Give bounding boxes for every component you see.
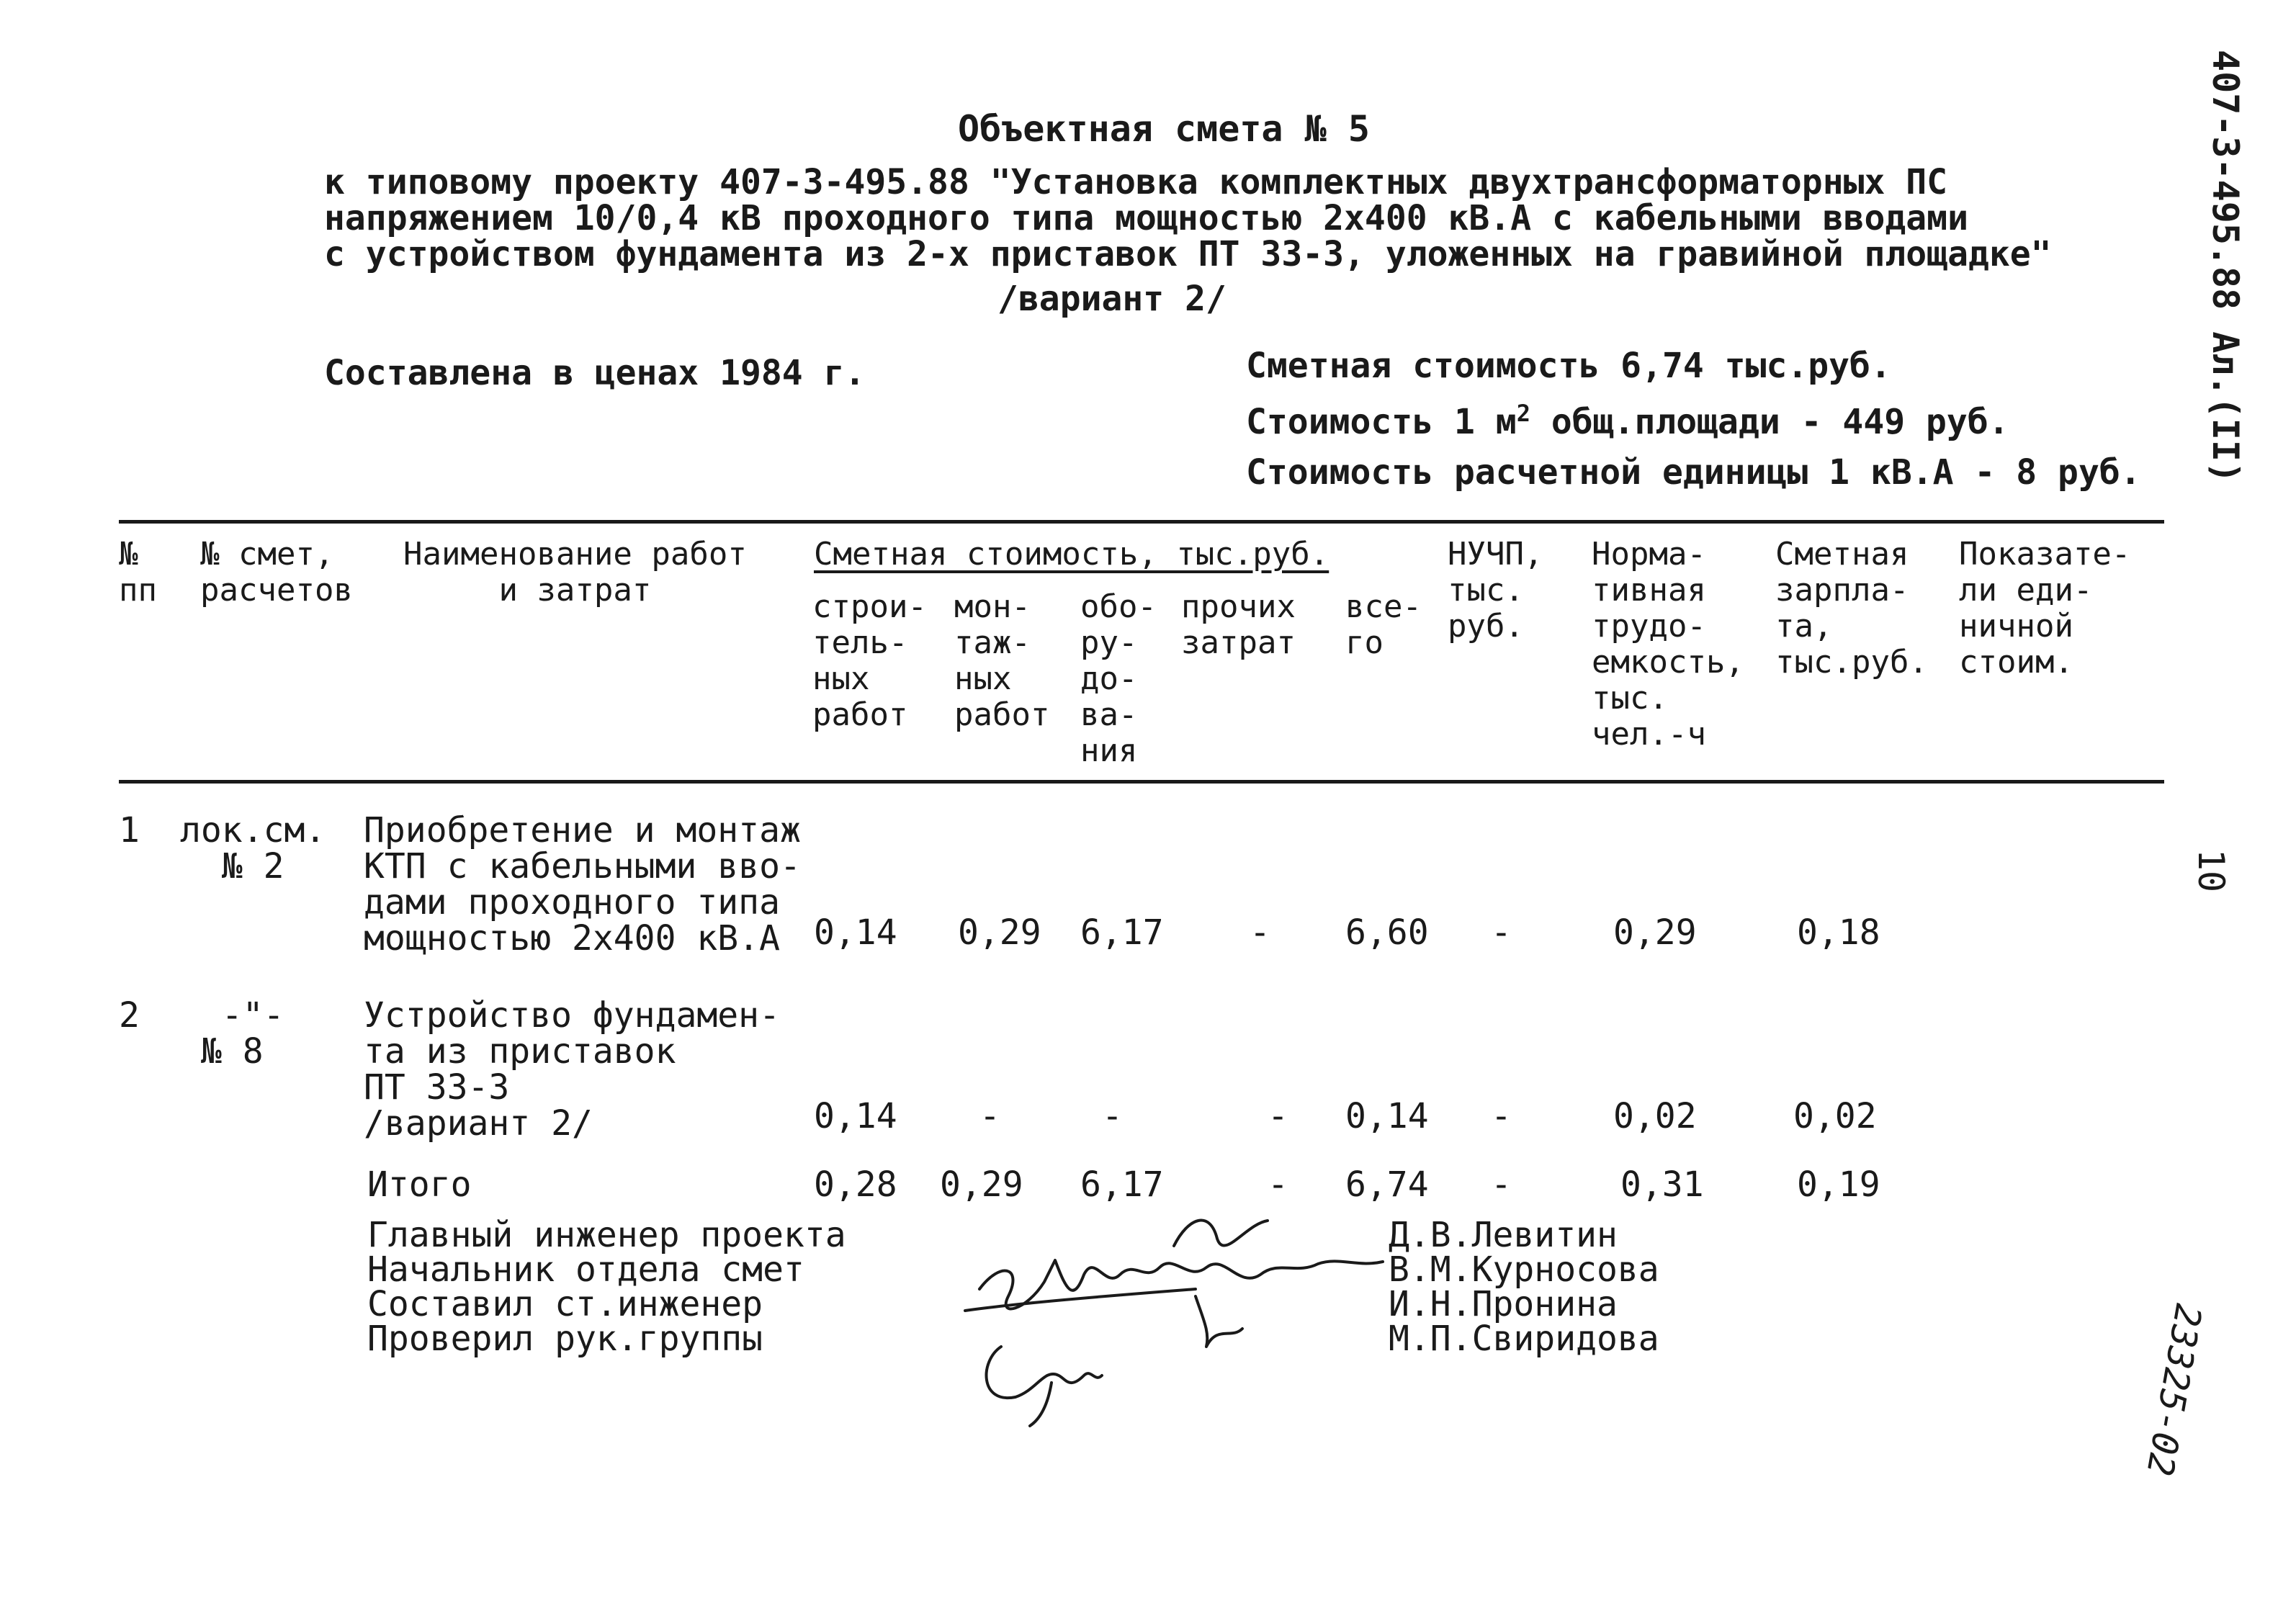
row2-total: 0,14: [1345, 1096, 1429, 1136]
row1-total: 6,60: [1345, 912, 1429, 953]
header-num: № пп: [119, 536, 157, 609]
table-top-rule: [119, 520, 2164, 524]
row1-other: -: [1250, 912, 1270, 953]
header-cost-group: Сметная стоимость, тыс.руб.: [814, 536, 1329, 573]
row1-labor: 0,29: [1613, 912, 1697, 953]
signature-name-2: В.М.Курносова: [1389, 1249, 1659, 1290]
row1-name: Приобретение и монтаж КТП с кабельными вво- дами проходного типа мощностью 2х400 кВ.А: [364, 810, 801, 959]
cost-per-m2-prefix: Стоимость 1 м: [1246, 402, 1517, 442]
row2-num: 2: [119, 995, 140, 1036]
header-salary: Сметная зарпла- та, тыс.руб.: [1775, 536, 1928, 681]
row1-construction: 0,14: [814, 912, 897, 953]
header-equipment: обо- ру- до- ва- ния: [1080, 588, 1157, 769]
header-installation: мон- таж- ных работ: [954, 588, 1050, 733]
document-number: 23325-02: [2138, 1301, 2210, 1479]
cost-per-m2-suffix: общ.площади - 449 руб.: [1530, 402, 2009, 442]
handwritten-signatures: [958, 1195, 1404, 1433]
total-labor: 0,31: [1620, 1164, 1704, 1205]
variant-label: /вариант 2/: [997, 279, 1227, 319]
page-title: Объектная смета № 5: [958, 108, 1370, 150]
row1-salary: 0,18: [1797, 912, 1880, 953]
header-name: Наименование работ и затрат: [403, 536, 747, 609]
total-equipment: 6,17: [1080, 1164, 1164, 1205]
row1-num: 1: [119, 810, 140, 850]
row2-equipment: -: [1102, 1096, 1123, 1136]
row2-salary: 0,02: [1793, 1096, 1877, 1136]
table-header-rule: [119, 780, 2164, 784]
header-construction: строи- тель- ных работ: [812, 588, 927, 733]
row2-nuchp: -: [1491, 1096, 1512, 1136]
row1-nuchp: -: [1491, 912, 1512, 953]
signature-role-3: Составил ст.инженер: [367, 1284, 763, 1324]
total-nuchp: -: [1491, 1164, 1512, 1205]
total-total: 6,74: [1345, 1164, 1429, 1205]
page-number: 10: [2190, 848, 2233, 893]
cost-per-unit: Стоимость расчетной единицы 1 кВ.А - 8 руб.: [1246, 452, 2141, 493]
subtitle-line-1: к типовому проекту 407-3-495.88 "Установка комплектных двухтрансформаторных ПС: [324, 162, 1948, 202]
signature-name-3: И.Н.Пронина: [1389, 1284, 1618, 1324]
total-other: -: [1268, 1164, 1288, 1205]
estimated-cost: Сметная стоимость 6,74 тыс.руб.: [1246, 346, 1891, 386]
side-project-code: 407-3-495.88 Ал.(II): [2205, 50, 2246, 484]
header-labor: Норма- тивная трудо- емкость, тыс. чел.-ч: [1592, 536, 1744, 753]
signature-role-1: Главный инженер проекта: [367, 1215, 846, 1255]
row2-calc: -"- № 8: [200, 995, 284, 1072]
signature-role-4: Проверил рук.группы: [367, 1319, 763, 1359]
total-construction: 0,28: [814, 1164, 897, 1205]
row1-calc: лок.см. № 2: [180, 810, 326, 886]
signature-name-4: М.П.Свиридова: [1389, 1319, 1659, 1359]
row2-construction: 0,14: [814, 1096, 897, 1136]
row2-installation: -: [979, 1096, 1000, 1136]
subtitle-line-3: с устройством фундамента из 2-х приставок ПТ 33-3, уложенных на гравийной площадке": [324, 234, 2052, 274]
subtitle-line-2: напряжением 10/0,4 кВ проходного типа мощностью 2х400 кВ.А с кабельными вводами: [324, 198, 1968, 238]
row1-equipment: 6,17: [1080, 912, 1164, 953]
cost-per-m2: [1246, 400, 2009, 442]
prices-year: Составлена в ценах 1984 г.: [324, 353, 866, 393]
total-installation: 0,29: [940, 1164, 1023, 1205]
signature-name-1: Д.В.Левитин: [1389, 1215, 1618, 1255]
total-salary: 0,19: [1797, 1164, 1880, 1205]
header-unit-cost: Показате- ли еди- ничной стоим.: [1959, 536, 2131, 681]
row2-other: -: [1268, 1096, 1288, 1136]
header-calc: № смет, расчетов: [200, 536, 353, 609]
cost-per-m2-sup: 2: [1516, 400, 1530, 427]
header-nuchp: НУЧП, тыс. руб.: [1448, 536, 1543, 645]
total-label: Итого: [367, 1164, 472, 1205]
header-other: прочих затрат: [1181, 588, 1296, 661]
row1-installation: 0,29: [958, 912, 1041, 953]
row2-name: Устройство фундамен- та из приставок ПТ 33-3 /вариант 2/: [364, 995, 780, 1144]
row2-labor: 0,02: [1613, 1096, 1697, 1136]
header-total: все- го: [1345, 588, 1422, 661]
signature-role-2: Начальник отдела смет: [367, 1249, 804, 1290]
